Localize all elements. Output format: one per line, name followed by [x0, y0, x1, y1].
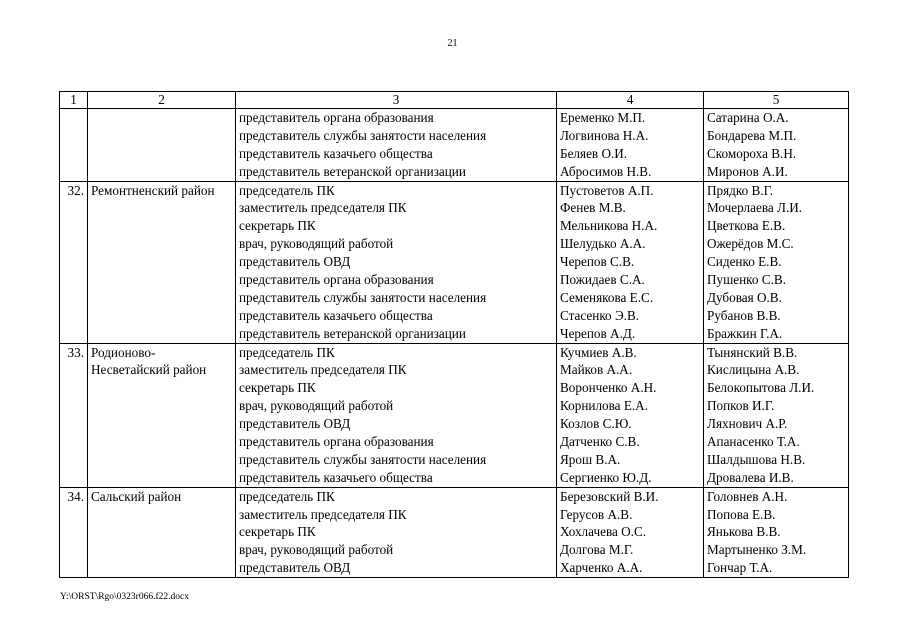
page-number: 21: [447, 38, 458, 49]
reserve-name: Скомороха В.Н.: [707, 145, 797, 161]
member-cell: [557, 487, 704, 577]
district-cell: [88, 109, 236, 182]
reserve-name: Мочерлаева Л.И.: [707, 200, 803, 216]
row-number: [60, 181, 88, 343]
table-row: [60, 343, 849, 487]
role-item: представитель казачьего общества: [239, 307, 433, 323]
reserve-name: Сиденко Е.В.: [707, 254, 782, 270]
reserve-name: Рубанов В.В.: [707, 307, 781, 323]
role-item: представитель ветеранской организации: [239, 163, 466, 179]
role-item: представитель ОВД: [239, 560, 351, 576]
member-cell: [557, 109, 704, 182]
district-cell: [88, 343, 236, 487]
role-item: заместитель председателя ПК: [239, 200, 407, 216]
reserve-name: Белокопытова Л.И.: [707, 380, 815, 396]
table-header-row: [60, 92, 849, 109]
reserve-name: Сатарина О.А.: [707, 110, 789, 125]
member-name: Еременко М.П.: [560, 110, 646, 125]
role-item: секретарь ПК: [239, 218, 316, 234]
role-item: заместитель председателя ПК: [239, 506, 407, 522]
role-item: представитель казачьего общества: [239, 145, 433, 161]
member-name: Пустоветов А.П.: [560, 182, 654, 198]
role-item: представитель службы занятости населения: [239, 451, 487, 467]
member-name: Пожидаев С.А.: [560, 272, 645, 288]
row-number: [60, 487, 88, 577]
role-item: представитель ветеранской организации: [239, 325, 466, 341]
role-item: секретарь ПК: [239, 380, 316, 396]
member-name: Ярош В.А.: [560, 451, 621, 467]
role-item: заместитель председателя ПК: [239, 362, 407, 378]
district-name: Родионово-: [91, 344, 156, 360]
district-name: Ремонтненский район: [91, 182, 215, 198]
role-item: секретарь ПК: [239, 524, 316, 540]
member-name: Шелудько А.А.: [560, 236, 646, 252]
member-name: Черепов А.Д.: [560, 325, 636, 341]
footer-file-path: Y:\ORST\Rgo\0323r066.f22.docx: [60, 592, 189, 602]
member-name: Березовский В.И.: [560, 488, 659, 504]
role-item: председатель ПК: [239, 182, 335, 198]
reserve-name: Ожерёдов М.С.: [707, 236, 794, 252]
reserve-cell: [704, 343, 849, 487]
reserve-name: Дубовая О.В.: [707, 289, 782, 305]
table-body: [60, 109, 849, 578]
member-name: Хохлачева О.С.: [560, 524, 647, 540]
role-item: представитель службы занятости населения: [239, 289, 487, 305]
roles-cell: [236, 109, 557, 182]
table-row: [60, 109, 849, 182]
table-row: [60, 487, 849, 577]
reserve-name: Ляхнович А.Р.: [707, 416, 788, 432]
district-name: Сальский район: [91, 488, 182, 504]
role-item: представитель органа образования: [239, 272, 434, 288]
member-name: Майков А.А.: [560, 362, 633, 378]
role-item: представитель органа образования: [239, 434, 434, 450]
reserve-name: Апанасенко Т.А.: [707, 434, 800, 450]
member-name: Логвинова Н.А.: [560, 127, 649, 143]
reserve-cell: [704, 109, 849, 182]
member-name: Мельникова Н.А.: [560, 218, 658, 234]
reserve-name: Янькова В.В.: [707, 524, 781, 540]
district-cell: [88, 487, 236, 577]
member-name: Долгова М.Г.: [560, 542, 634, 558]
reserve-name: Головнев А.Н.: [707, 488, 788, 504]
commission-table: [59, 91, 849, 578]
roles-cell: [236, 343, 557, 487]
row-number-text: 33.: [67, 344, 84, 360]
reserve-cell: [704, 181, 849, 343]
reserve-name: Цветкова Е.В.: [707, 218, 786, 234]
role-item: врач, руководящий работой: [239, 542, 394, 558]
reserve-name: Мартыненко З.М.: [707, 542, 807, 558]
district-name: Несветайский район: [91, 362, 207, 378]
member-name: Кучмиев А.В.: [560, 344, 637, 360]
role-item: председатель ПК: [239, 344, 335, 360]
role-item: врач, руководящий работой: [239, 398, 394, 414]
reserve-name: Попова Е.В.: [707, 506, 776, 522]
member-name: Сергиенко Ю.Д.: [560, 469, 652, 485]
member-cell: [557, 343, 704, 487]
reserve-name: Шалдышова Н.В.: [707, 451, 806, 467]
roles-cell: [236, 181, 557, 343]
reserve-name: Прядко В.Г.: [707, 182, 774, 198]
role-item: представитель органа образования: [239, 110, 434, 125]
row-number-text: [63, 109, 84, 127]
reserve-name: Дровалева И.В.: [707, 469, 794, 485]
reserve-name: Попков И.Г.: [707, 398, 775, 414]
reserve-name: Тынянский В.В.: [707, 344, 798, 360]
header-col-2: 2: [88, 92, 236, 109]
role-item: председатель ПК: [239, 488, 335, 504]
reserve-name: Бондарева М.П.: [707, 127, 797, 143]
role-item: представитель казачьего общества: [239, 469, 433, 485]
member-name: Семенякова Е.С.: [560, 289, 654, 305]
member-name: Черепов С.В.: [560, 254, 635, 270]
member-name: Козлов С.Ю.: [560, 416, 632, 432]
reserve-name: Пушенко С.В.: [707, 272, 786, 288]
member-name: Воронченко А.Н.: [560, 380, 657, 396]
member-name: Корнилова Е.А.: [560, 398, 648, 414]
row-number: [60, 343, 88, 487]
reserve-name: Бражкин Г.А.: [707, 325, 783, 341]
row-number-text: 34.: [67, 488, 84, 504]
member-cell: [557, 181, 704, 343]
reserve-cell: [704, 487, 849, 577]
role-item: представитель службы занятости населения: [239, 127, 487, 143]
header-col-1: 1: [60, 92, 88, 109]
role-item: представитель ОВД: [239, 416, 351, 432]
header-col-3: 3: [236, 92, 557, 109]
table-row: [60, 181, 849, 343]
reserve-name: Кислицына А.В.: [707, 362, 800, 378]
reserve-name: Миронов А.И.: [707, 163, 788, 179]
member-name: Стасенко Э.В.: [560, 307, 640, 323]
row-number: [60, 109, 88, 182]
member-name: Фенев М.В.: [560, 200, 626, 216]
district-cell: [88, 181, 236, 343]
member-name: Харченко А.А.: [560, 560, 643, 576]
member-name: Герусов А.В.: [560, 506, 633, 522]
member-name: Абросимов Н.В.: [560, 163, 652, 179]
role-item: врач, руководящий работой: [239, 236, 394, 252]
reserve-name: Гончар Т.А.: [707, 560, 773, 576]
row-number-text: 32.: [67, 182, 84, 198]
role-item: представитель ОВД: [239, 254, 351, 270]
roles-cell: [236, 487, 557, 577]
header-col-5: 5: [704, 92, 849, 109]
header-col-4: 4: [557, 92, 704, 109]
member-name: Датченко С.В.: [560, 434, 640, 450]
member-name: Беляев О.И.: [560, 145, 628, 161]
